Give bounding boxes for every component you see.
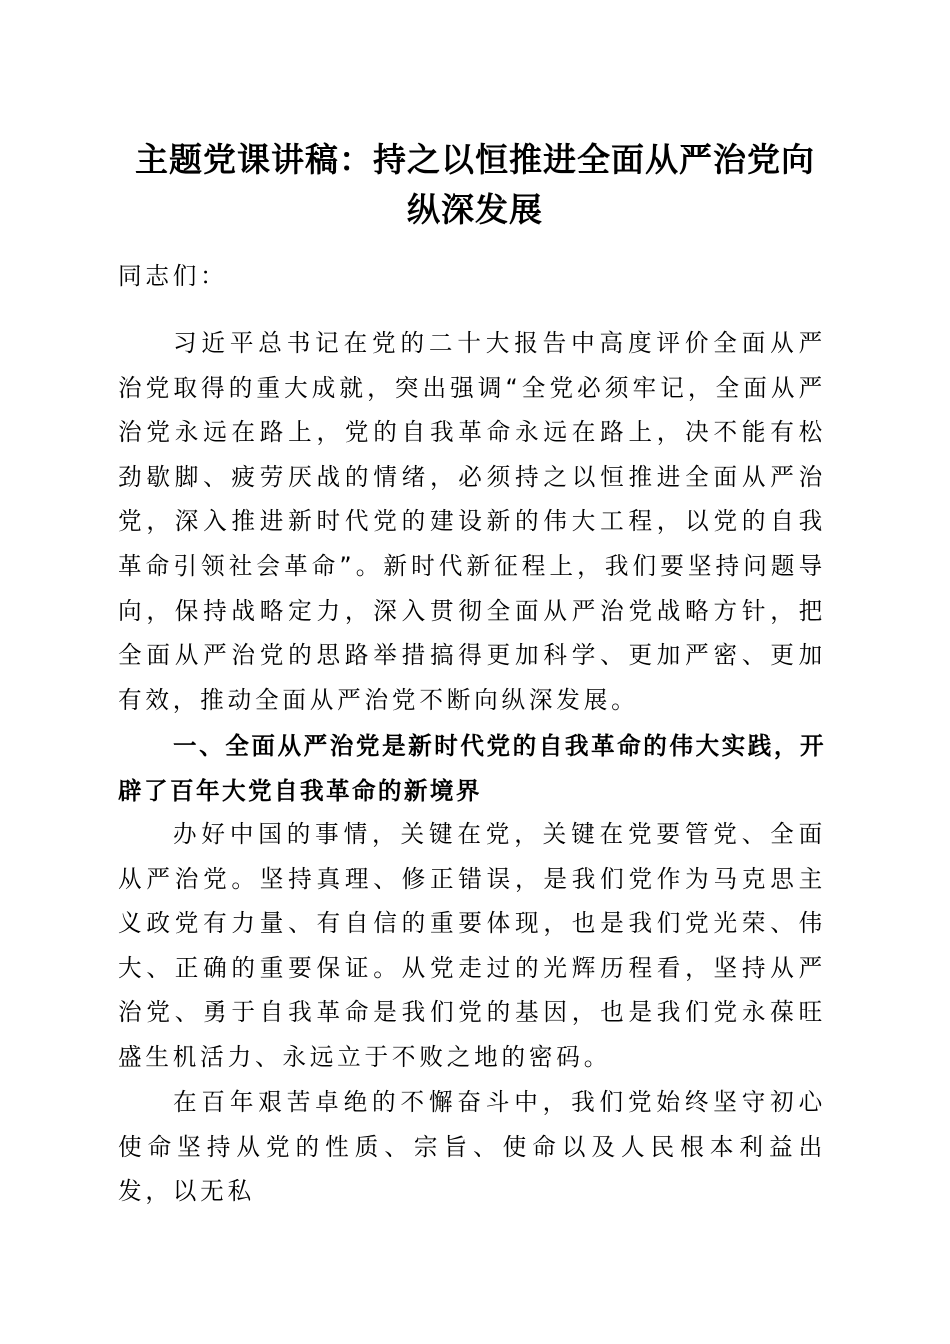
paragraph-intro: 习近平总书记在党的二十大报告中高度评价全面从严治党取得的重大成就，突出强调“全党必须牢记，全面从严治党永远在路上，党的自我革命永远在路上，决不能有松劲歇脚、疲劳厌战的情绪，必须持之以恒推进全面从严治党，深入推进新时代党的建设新的伟大工程，以党的自我革命引领社会革命”。新时代新征程上，我们要坚持问题导向，保持战略定力，深入贯彻全面从严治党战略方针，把全面从严治党的思路举措搞得更加科学、更加严密、更加有效，推动全面从严治党不断向纵深发展。 xyxy=(118,329,826,714)
document-title xyxy=(100,135,850,235)
paragraph-section1-a: 办好中国的事情，关键在党，关键在党要管党、全面从严治党。坚持真理、修正错误，是我们党作为马克思主义政党有力量、有自信的重要体现，也是我们党光荣、伟大、正确的重要保证。从党走过的光辉历程看，坚持从严治党、勇于自我革命是我们党的基因，也是我们党永葆旺盛生机活力、永远立于不败之地的密码。 xyxy=(118,820,826,1071)
greeting: 同志们： xyxy=(118,262,228,290)
title-line-1: 主题党课讲稿：持之以恒推进全面从严治党向 xyxy=(135,140,815,179)
title-line-2: 纵深发展 xyxy=(407,190,543,229)
paragraph-section1-b: 在百年艰苦卓绝的不懈奋斗中，我们党始终坚守初心使命坚持从党的性质、宗旨、使命以及人民根本利益出发，以无私 xyxy=(118,1088,826,1206)
section-heading-1: 一、全面从严治党是新时代党的自我革命的伟大实践，开辟了百年大党自我革命的新境界 xyxy=(118,732,826,805)
